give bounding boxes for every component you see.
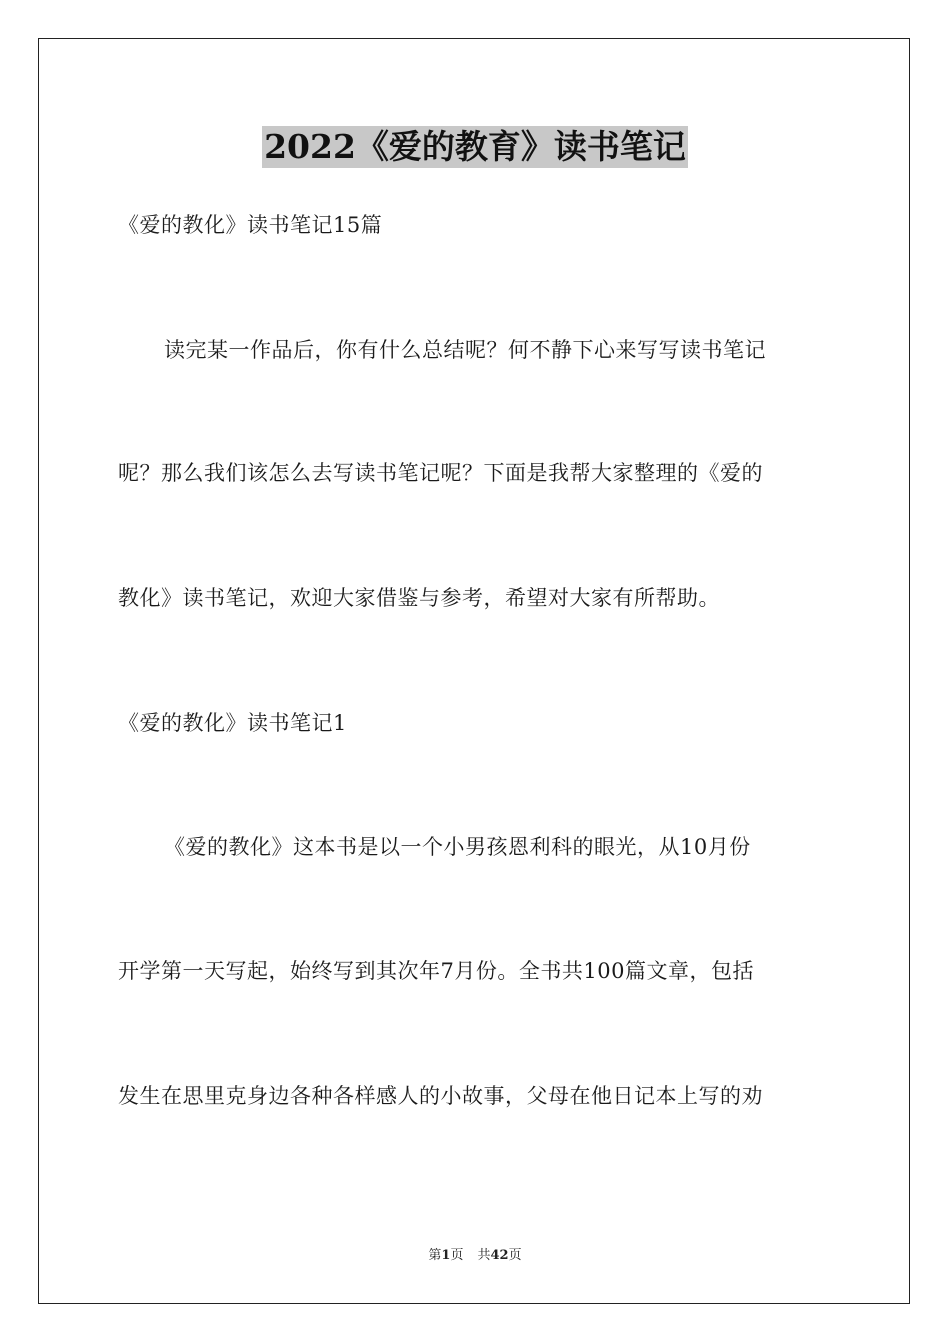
body-line-1: 《爱的教化》这本书是以一个小男孩恩利科的眼光，从10月份 (164, 835, 751, 859)
total-pages: 42 (490, 1248, 509, 1263)
intro-line-3: 教化》读书笔记，欢迎大家借鉴与参考，希望对大家有所帮助。 (118, 586, 720, 610)
page-number: 1 (441, 1248, 451, 1263)
page-footer (0, 1247, 950, 1265)
intro-line-2: 呢？那么我们该怎么去写读书笔记呢？下面是我帮大家整理的《爱的 (118, 461, 763, 485)
total-suffix: 页 (508, 1248, 522, 1263)
section-heading: 《爱的教化》读书笔记1 (118, 711, 347, 735)
title-container (0, 126, 950, 168)
total-prefix: 共 (477, 1248, 491, 1263)
intro-line-1: 读完某一作品后，你有什么总结呢？何不静下心来写写读书笔记 (164, 338, 766, 362)
subtitle: 《爱的教化》读书笔记15篇 (118, 213, 383, 237)
body-line-2: 开学第一天写起，始终写到其次年7月份。全书共100篇文章，包括 (118, 959, 754, 983)
body-line-3: 发生在思里克身边各种各样感人的小故事，父母在他日记本上写的劝 (118, 1084, 763, 1108)
page-prefix: 第 (428, 1248, 442, 1263)
page-suffix: 页 (450, 1248, 464, 1263)
document-title: 2022《爱的教育》读书笔记 (264, 127, 686, 166)
